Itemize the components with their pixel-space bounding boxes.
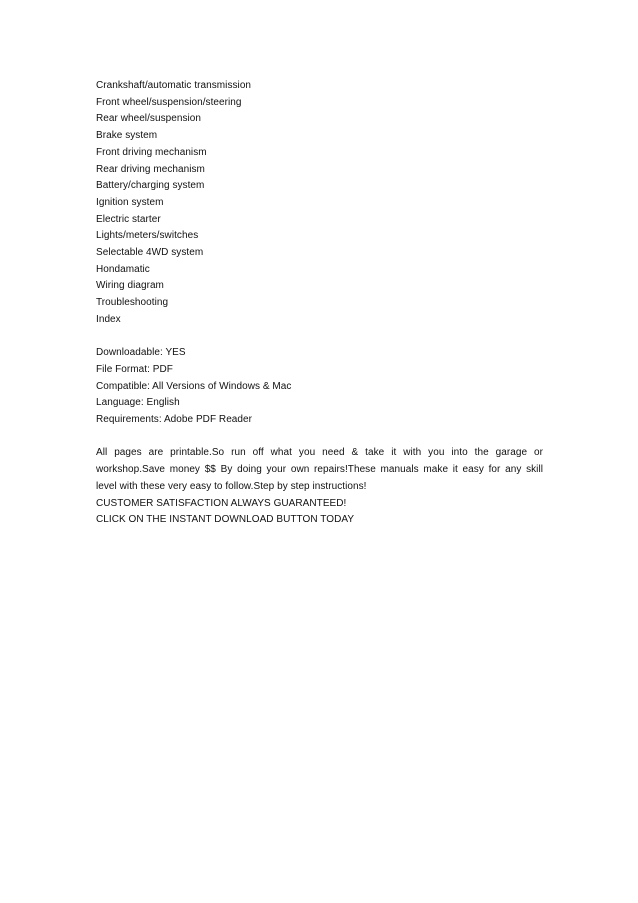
guarantee-text: CUSTOMER SATISFACTION ALWAYS GUARANTEED! — [96, 497, 347, 509]
toc-item: Battery/charging system — [96, 180, 205, 192]
spec-item: Language: English — [96, 397, 180, 409]
spec-item: Compatible: All Versions of Windows & Mac — [96, 380, 292, 392]
spec-item: File Format: PDF — [96, 363, 173, 375]
toc-item: Front driving mechanism — [96, 146, 207, 158]
description-line: All pages are printable.So run off what you need & take it with you into the garage or — [96, 447, 543, 459]
section-spacer — [96, 329, 543, 346]
toc-item: Ignition system — [96, 196, 164, 208]
toc-item: Rear wheel/suspension — [96, 113, 201, 125]
description-line: level with these very easy to follow.Step by step instructions! — [96, 480, 367, 492]
cta-text: CLICK ON THE INSTANT DOWNLOAD BUTTON TODAY — [96, 514, 355, 526]
toc-item: Lights/meters/switches — [96, 230, 199, 242]
section-spacer — [96, 429, 543, 446]
toc-item: Index — [96, 313, 121, 325]
toc-list — [96, 78, 543, 329]
toc-item: Electric starter — [96, 213, 161, 225]
toc-item: Hondamatic — [96, 263, 150, 275]
toc-item: Wiring diagram — [96, 280, 164, 292]
spec-list — [96, 345, 543, 429]
toc-item: Selectable 4WD system — [96, 247, 204, 259]
spec-item: Downloadable: YES — [96, 347, 186, 359]
document-content — [96, 78, 543, 529]
spec-item: Requirements: Adobe PDF Reader — [96, 414, 253, 426]
toc-item: Rear driving mechanism — [96, 163, 205, 175]
description-line: workshop.Save money $$ By doing your own repairs!These manuals make it easy for any skill — [96, 464, 543, 476]
toc-item: Front wheel/suspension/steering — [96, 96, 242, 108]
toc-item: Brake system — [96, 130, 158, 142]
toc-item: Troubleshooting — [96, 297, 169, 309]
toc-item: Crankshaft/automatic transmission — [96, 80, 252, 91]
description-paragraph — [96, 445, 543, 495]
